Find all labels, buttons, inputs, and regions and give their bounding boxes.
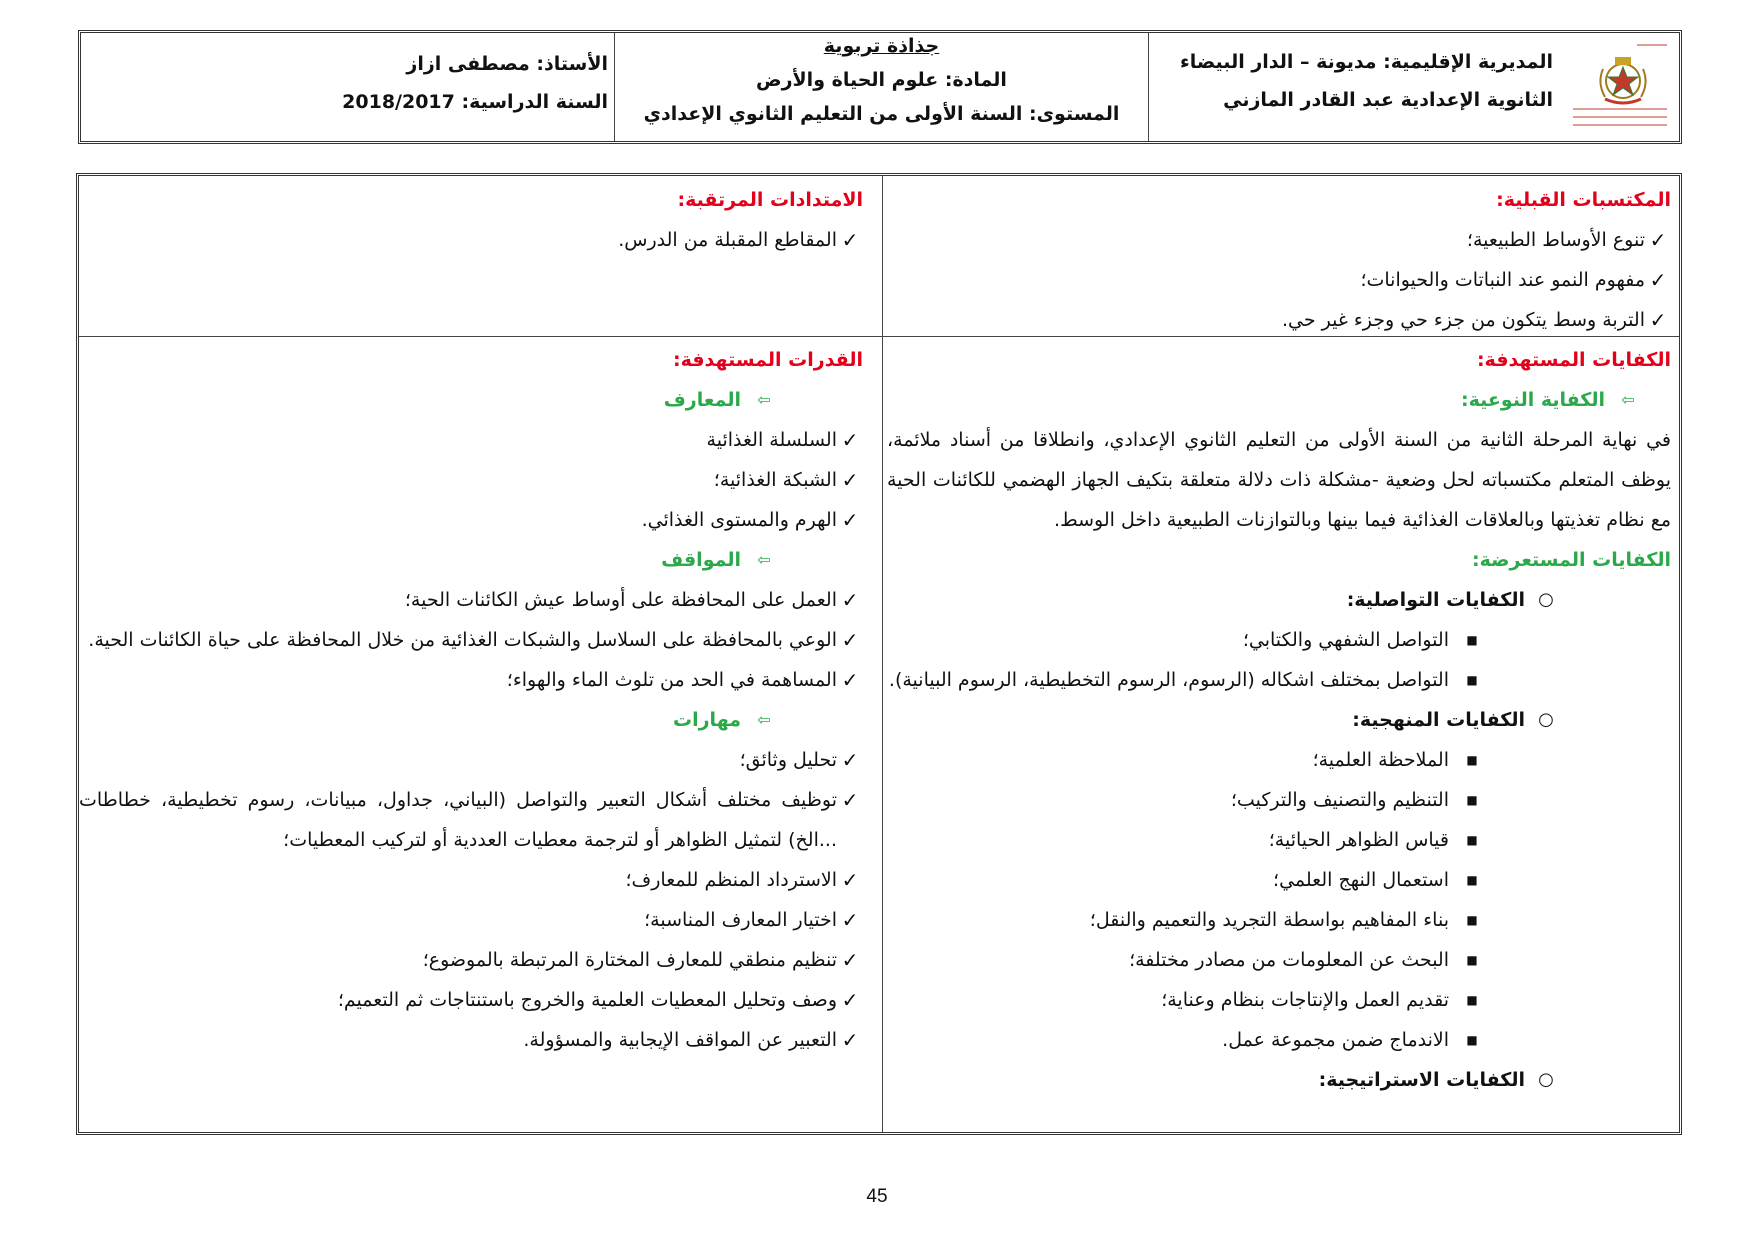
list-item: ✓ وصف وتحليل المعطيات العلمية والخروج باستنتاجات ثم التعميم؛ — [79, 980, 863, 1020]
list-item: ✓ تنوع الأوساط الطبيعية؛ — [887, 220, 1671, 260]
header-teacher-cell — [81, 33, 614, 141]
list-item: ■ قياس الظواهر الحيائية؛ — [887, 820, 1671, 860]
list-item: ✓ السلسلة الغذائية — [79, 420, 863, 460]
communication-heading: ○ الكفايات التواصلية: — [887, 580, 1671, 620]
square-bullet-icon: ■ — [1466, 1033, 1478, 1047]
school-line: الثانوية الإعدادية عبد القادر المازني — [1223, 89, 1553, 111]
list-item: ✓ الشبكة الغذائية؛ — [79, 460, 863, 500]
knowledge-heading: ⇦ المعارف — [79, 380, 863, 420]
subject-line: المادة: علوم الحياة والأرض — [756, 69, 1007, 91]
lesson-table — [76, 173, 1682, 1135]
header-institution-cell — [1148, 33, 1679, 141]
square-bullet-icon: ■ — [1466, 633, 1478, 647]
list-item: ■ البحث عن المعلومات من مصادر مختلفة؛ — [887, 940, 1671, 980]
list-item: ■ الاندماج ضمن مجموعة عمل. — [887, 1020, 1671, 1060]
moroccan-emblem-logo — [1567, 39, 1671, 137]
list-item: ✓ المقاطع المقبلة من الدرس. — [79, 220, 863, 260]
check-icon: ✓ — [1649, 308, 1667, 332]
skills-heading: ⇦ مهارات — [79, 700, 863, 740]
attitudes-heading: ⇦ المواقف — [79, 540, 863, 580]
check-icon: ✓ — [841, 468, 859, 492]
prior-knowledge-title: المكتسبات القبلية: — [1496, 189, 1671, 211]
square-bullet-icon: ■ — [1466, 873, 1478, 887]
check-icon: ✓ — [841, 788, 859, 812]
sheet-title: جذاذة تربوية — [823, 35, 940, 57]
check-icon: ✓ — [1649, 268, 1667, 292]
specific-competency-heading: ⇦ الكفاية النوعية: — [887, 380, 1671, 420]
level-line: المستوى: السنة الأولى من التعليم الثانوي الإعدادي — [643, 103, 1120, 125]
list-item: ✓ الوعي بالمحافظة على السلاسل والشبكات الغذائية من خلال المحافظة على حياة الكائنات الحية. — [79, 620, 863, 660]
competencies-cell — [887, 340, 1671, 1100]
arrow-left-outline-icon: ⇦ — [1621, 390, 1635, 409]
check-icon: ✓ — [841, 948, 859, 972]
square-bullet-icon: ■ — [1466, 753, 1478, 767]
header-box — [78, 30, 1682, 144]
specific-competency-text: في نهاية المرحلة الثانية من السنة الأولى من التعليم الثانوي الإعدادي، وانطلاقا من أسناد ملائمة، يوظف المتعلم مكتسباته لحل وضعية -مشكلة ذات دلالة متعلقة بتكيف الجهاز الهضمي للكائنات الحية مع نظام تغذيتها وبالعلاقات الغذائية فيما بينها وبالتوازنات الطبيعية داخل الوسط. — [887, 429, 1671, 531]
square-bullet-icon: ■ — [1466, 833, 1478, 847]
check-icon: ✓ — [841, 748, 859, 772]
header-subject-cell — [614, 33, 1148, 141]
check-icon: ✓ — [841, 428, 859, 452]
teacher-line: الأستاذ: مصطفى ازاز — [406, 53, 608, 75]
extensions-cell — [79, 180, 863, 260]
list-item: ■ التواصل الشفهي والكتابي؛ — [887, 620, 1671, 660]
prior-knowledge-cell — [887, 180, 1671, 340]
check-icon: ✓ — [841, 508, 859, 532]
column-divider — [882, 176, 883, 1132]
check-icon: ✓ — [841, 988, 859, 1012]
list-item: ✓ توظيف مختلف أشكال التعبير والتواصل (البياني، جداول، مبيانات، رسوم تخطيطية، خطاطات ...الخ) لتمثيل الظواهر أو لترجمة معطيات العددية أو لتركيب المعطيات؛ — [79, 780, 863, 860]
square-bullet-icon: ■ — [1466, 793, 1478, 807]
list-item: ■ التواصل بمختلف اشكاله (الرسوم، الرسوم التخطيطية، الرسوم البيانية). — [887, 660, 1671, 700]
list-item: ✓ الاسترداد المنظم للمعارف؛ — [79, 860, 863, 900]
list-item: ■ استعمال النهج العلمي؛ — [887, 860, 1671, 900]
school-year-line: السنة الدراسية: 2018/2017 — [342, 91, 608, 113]
list-item: ✓ المساهمة في الحد من تلوث الماء والهواء؛ — [79, 660, 863, 700]
list-item: ✓ العمل على المحافظة على أوساط عيش الكائنات الحية؛ — [79, 580, 863, 620]
check-icon: ✓ — [841, 868, 859, 892]
list-item: ■ تقديم العمل والإنتاجات بنظام وعناية؛ — [887, 980, 1671, 1020]
arrow-left-outline-icon: ⇦ — [757, 550, 771, 569]
check-icon: ✓ — [841, 1028, 859, 1052]
check-icon: ✓ — [841, 628, 859, 652]
check-icon: ✓ — [1649, 228, 1667, 252]
page-number: 45 — [866, 1186, 888, 1207]
list-item: ■ التنظيم والتصنيف والتركيب؛ — [887, 780, 1671, 820]
square-bullet-icon: ■ — [1466, 953, 1478, 967]
check-icon: ✓ — [841, 228, 859, 252]
list-item: ✓ اختيار المعارف المناسبة؛ — [79, 900, 863, 940]
transversal-title: الكفايات المستعرضة: — [1472, 549, 1671, 571]
arrow-left-outline-icon: ⇦ — [757, 710, 771, 729]
list-item: ✓ التربة وسط يتكون من جزء حي وجزء غير حي. — [887, 300, 1671, 340]
list-item: ■ بناء المفاهيم بواسطة التجريد والتعميم والنقل؛ — [887, 900, 1671, 940]
competencies-title: الكفايات المستهدفة: — [1476, 349, 1671, 371]
square-bullet-icon: ■ — [1466, 993, 1478, 1007]
hollow-circle-bullet-icon: ○ — [1538, 589, 1554, 610]
hollow-circle-bullet-icon: ○ — [1538, 709, 1554, 730]
list-item: ✓ مفهوم النمو عند النباتات والحيوانات؛ — [887, 260, 1671, 300]
check-icon: ✓ — [841, 588, 859, 612]
list-item: ✓ الهرم والمستوى الغذائي. — [79, 500, 863, 540]
list-item: ■ الملاحظة العلمية؛ — [887, 740, 1671, 780]
directorate-line: المديرية الإقليمية: مديونة – الدار البيضاء — [1179, 51, 1553, 73]
square-bullet-icon: ■ — [1466, 913, 1478, 927]
check-icon: ✓ — [841, 668, 859, 692]
list-item: ✓ التعبير عن المواقف الإيجابية والمسؤولة. — [79, 1020, 863, 1060]
square-bullet-icon: ■ — [1466, 673, 1478, 687]
list-item: ✓ تنظيم منطقي للمعارف المختارة المرتبطة بالموضوع؛ — [79, 940, 863, 980]
abilities-title: القدرات المستهدفة: — [672, 349, 863, 371]
check-icon: ✓ — [841, 908, 859, 932]
arrow-left-outline-icon: ⇦ — [757, 390, 771, 409]
strategic-heading: ○ الكفايات الاستراتيجية: — [887, 1060, 1671, 1100]
methodological-heading: ○ الكفايات المنهجية: — [887, 700, 1671, 740]
extensions-title: الامتدادات المرتقبة: — [677, 189, 863, 211]
list-item: ✓ تحليل وثائق؛ — [79, 740, 863, 780]
hollow-circle-bullet-icon: ○ — [1538, 1069, 1554, 1090]
abilities-cell — [79, 340, 863, 1060]
